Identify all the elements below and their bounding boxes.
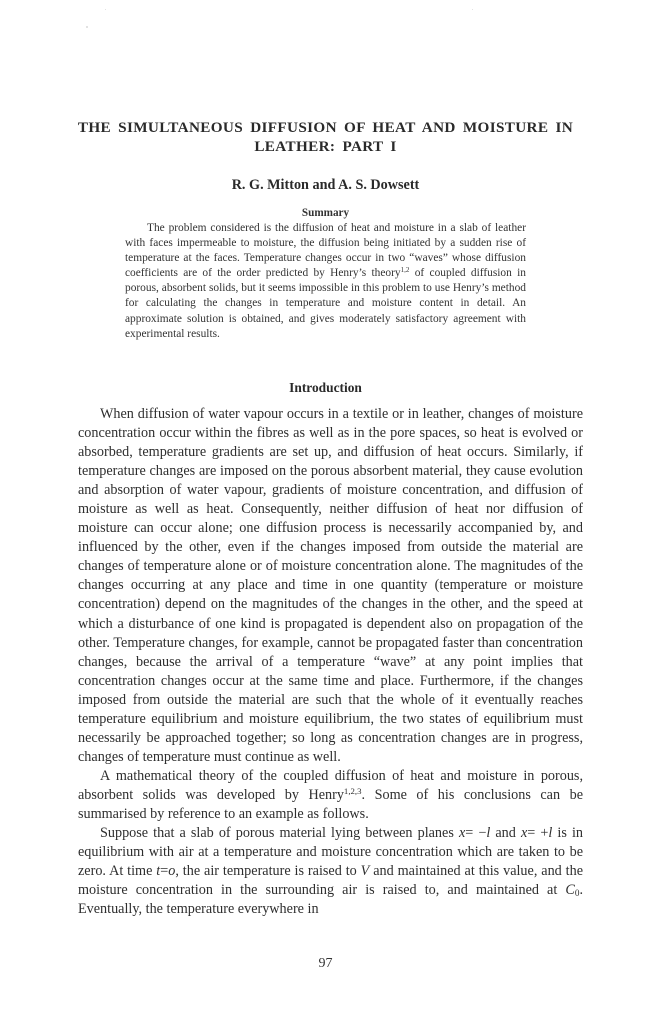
scan-speck [472,9,473,10]
paragraph-3-text: Suppose that a slab of porous material lying between planes [100,825,459,842]
math-variable: V [360,863,370,880]
summary-text-part-1: The problem considered is the diffusion of heat and moisture in a slab of leather with faces impermeable to moisture, the diffusion being initiated by a sudden rise of temperature at the faces. Temperature changes occur in two “waves” whose diffusion coefficients are of the order predicted by Henry’s theory [125,222,526,280]
paragraph-2-text-part-2: . Some of his conclusions can be summarised by reference to an example as follows. [78,786,583,822]
math-variable: x [458,825,466,842]
introduction-paragraph-3 [78,824,583,919]
paper-title [60,118,591,156]
math-variable: l [486,825,491,842]
math-variable: l [548,825,553,842]
math-variable: C [565,882,575,899]
paragraph-3-text: = + [527,825,549,842]
math-variable: x [520,825,528,842]
summary-heading: Summary [301,207,350,219]
math-variable: t [156,863,161,880]
introduction-heading: Introduction [289,380,362,395]
introduction-body [78,405,583,919]
paper-authors: R. G. Mitton and A. S. Dowsett [231,177,420,193]
paragraph-2-text-part-1: A mathematical theory of the coupled diffusion of heat and moisture in porous, absorbent solids was developed by Henry [78,767,583,803]
paragraph-3-text: is in equilibrium with air at a temperature and moisture concentration which are taken to be zero. At time [78,825,583,880]
introduction-paragraph-2 [78,767,583,824]
paragraph-3-text: = − [465,825,487,842]
math-subscript: 0 [574,888,580,899]
citation-superscript: 1,2,3 [343,786,362,797]
math-variable: o [168,863,176,880]
paper-title-line-2: LEATHER: PART I [254,138,397,155]
paragraph-3-text: , the air temperature is raised to [175,863,361,880]
paragraph-3-text: and maintained at this value, and the moisture concentration in the surrounding air is raised to, and maintained at [78,863,583,899]
paragraph-3-text: = [160,863,169,880]
paragraph-3-text: . Eventually, the temperature everywhere in [78,882,583,918]
summary-abstract [125,221,526,342]
paper-title-line-1: THE SIMULTANEOUS DIFFUSION OF HEAT AND MOISTURE IN [77,119,574,136]
page-number: 97 [318,956,333,971]
introduction-paragraph-1: When diffusion of water vapour occurs in a textile or in leather, changes of moisture concentration occur within the fibres as well as in the pore spaces, so heat is evolved or absorbed, temperature gradients are set up, and diffusion of heat occurs. Similarly, if temperature changes are imposed on the porous absorbent material, they cause evolution and absorption of water vapour, gradients of moisture concentration, and diffusion of moisture as well as heat. Consequently, neither diffusion of heat nor diffusion of moisture can occur alone; one diffusion process is necessarily accompanied by, and influenced by the other, even if the changes imposed from outside the material are changes of temperature alone or of moisture concentration alone. The magnitudes of the changes occurring at any place and time in one quantity (temperature or moisture concentration) depend on the magnitudes of the changes in the other, and the speed at which a disturbance of one kind is propagated is dependent also on propagation of the other. Temperature changes, for example, cannot be propagated faster than concentration changes, because the arrival of a temperature “wave” at any point implies that concentration changes occur at the same time and place. Furthermore, if the changes imposed from outside the material are such that the whole of it eventually reaches temperature equilibrium and moisture equilibrium, the two states of equilibrium must necessarily be approached together; so long as concentration changes are in progress, changes of temperature must continue as well. [78,406,583,765]
paragraph-3-text: and [490,825,521,842]
scan-speck [86,26,88,28]
scan-speck [105,9,106,10]
citation-superscript: 1,2 [400,266,410,275]
summary-text-part-2: of coupled diffusion in porous, absorbent solids, but it seems impossible in this problem to use Henry’s method for calculating the changes in temperature and moisture content in detail. An approximate solution is obtained, and gives moderately satisfactory agreement with experimental results. [125,267,526,340]
